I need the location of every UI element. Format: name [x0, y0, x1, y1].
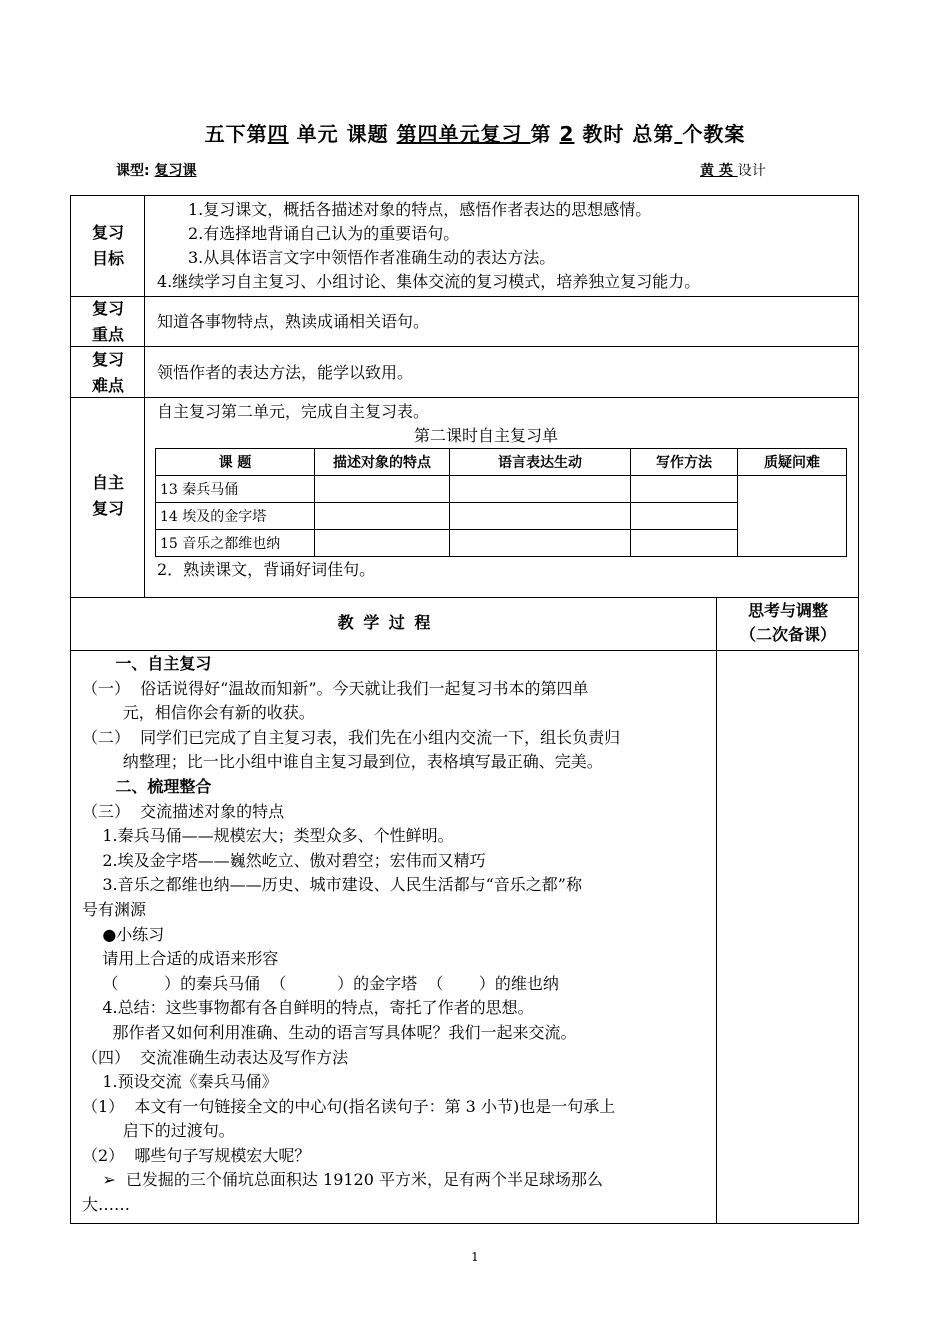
- sheet-row-title: 15 音乐之都维也纳: [156, 530, 315, 557]
- process-line: （1） 本文有一句链接全文的中心句(指名读句子：第 3 小节)也是一句承上: [82, 1096, 616, 1116]
- process-line: 元，相信你会有新的收获。: [82, 703, 315, 723]
- process-line: 号有渊源: [82, 899, 147, 919]
- sheet-header: 课 题: [156, 449, 315, 476]
- sheet-cell: [315, 503, 450, 530]
- sheet-row-title: 14 埃及的金字塔: [156, 503, 315, 530]
- sheet-header: 语言表达生动: [450, 449, 631, 476]
- process-line: 1.预设交流《秦兵马俑》: [82, 1072, 278, 1092]
- process-line: ➢ 已发掘的三个俑坑总面积达 19120 平方米，足有两个半足球场那么: [82, 1170, 603, 1190]
- self-review-intro: 自主复习第二单元，完成自主复习表。: [157, 402, 430, 421]
- process-line: 一、自主复习: [82, 654, 212, 673]
- process-line: （ ）的秦兵马俑 （ ）的金字塔 （ ）的维也纳: [82, 973, 559, 993]
- side-heading-2: （二次备课）: [739, 625, 836, 644]
- sheet-title: 第二课时自主复习单: [414, 426, 559, 445]
- sheet-cell: [450, 530, 631, 557]
- goal-4: 4.继续学习自主复习、小组讨论、集体交流的复习模式，培养独立复习能力。: [157, 272, 701, 291]
- lesson-type: 课型: 复习课: [116, 163, 197, 179]
- process-line: 请用上合适的成语来形容: [82, 949, 279, 969]
- process-line: 4.总结：这些事物都有各自鲜明的特点，寄托了作者的思想。: [82, 998, 534, 1018]
- sheet-cell: [631, 476, 738, 503]
- self-review-after: 2．熟读课文，背诵好词佳句。: [157, 560, 376, 579]
- difficult-label: 复习 难点: [91, 350, 124, 395]
- process-line: （一） 俗话说得好“温故而知新”。今天就让我们一起复习书本的第四单: [82, 678, 589, 698]
- process-line: 1.秦兵马俑——规模宏大；类型众多、个性鲜明。: [82, 826, 454, 846]
- self-review-label: 自主 复习: [91, 473, 124, 518]
- process-line: 那作者又如何利用准确、生动的语言写具体呢？我们一起来交流。: [82, 1022, 577, 1042]
- process-line: 二、梳理整合: [82, 776, 212, 796]
- designer: 黄 英 设计: [700, 163, 766, 179]
- sheet-row-title: 13 秦兵马俑: [156, 476, 315, 503]
- goals-label: 复习 目标: [91, 223, 124, 268]
- difficult-text: 领悟作者的表达方法，能学以致用。: [157, 363, 414, 382]
- self-review-sheet: [155, 448, 847, 557]
- sheet-cell: [450, 503, 631, 530]
- sheet-cell: [450, 476, 631, 503]
- process-line: （三） 交流描述对象的特点: [82, 801, 285, 821]
- process-line: 3.音乐之都维也纳——历史、城市建设、人民生活都与“音乐之都”称: [82, 875, 582, 895]
- sheet-header: 写作方法: [631, 449, 738, 476]
- process-body: [82, 652, 712, 1218]
- process-line: 纳整理；比一比小组中谁自主复习最到位，表格填写最正确、完美。: [82, 752, 603, 772]
- sheet-cell: [315, 530, 450, 557]
- goal-3: 3.从具体语言文字中领悟作者准确生动的表达方法。: [188, 248, 556, 267]
- key-text: 知道各事物特点，熟读成诵相关语句。: [157, 312, 430, 331]
- process-heading: 教 学 过 程: [337, 613, 433, 632]
- sheet-cell: [315, 476, 450, 503]
- key-label: 复习 重点: [91, 299, 124, 344]
- process-line: （四） 交流准确生动表达及写作方法: [82, 1047, 349, 1067]
- goal-1: 1.复习课文，概括各描述对象的特点，感悟作者表达的思想感情。: [188, 200, 652, 219]
- sheet-cell: [631, 530, 738, 557]
- sheet-cell: [631, 503, 738, 530]
- goal-2: 2.有选择地背诵自己认为的重要语句。: [188, 224, 460, 243]
- process-line: 2.埃及金字塔——巍然屹立、傲对碧空；宏伟而又精巧: [82, 850, 486, 870]
- side-heading-1: 思考与调整: [747, 601, 828, 620]
- process-line: （二） 同学们已完成了自主复习表，我们先在小组内交流一下，组长负责归: [82, 727, 621, 747]
- process-line: 启下的过渡句。: [82, 1121, 235, 1141]
- sheet-header: 质疑问难: [738, 449, 847, 476]
- page-number: 1: [471, 1250, 479, 1264]
- process-line: 大……: [82, 1195, 131, 1215]
- process-line: （2） 哪些句子写规模宏大呢？: [82, 1145, 311, 1165]
- sheet-cell: [738, 476, 847, 557]
- process-line: ●小练习: [82, 924, 165, 944]
- sheet-header: 描述对象的特点: [315, 449, 450, 476]
- page-title: 五下第四 单元 课题 第四单元复习 第 2 教时 总第 个教案: [204, 122, 746, 146]
